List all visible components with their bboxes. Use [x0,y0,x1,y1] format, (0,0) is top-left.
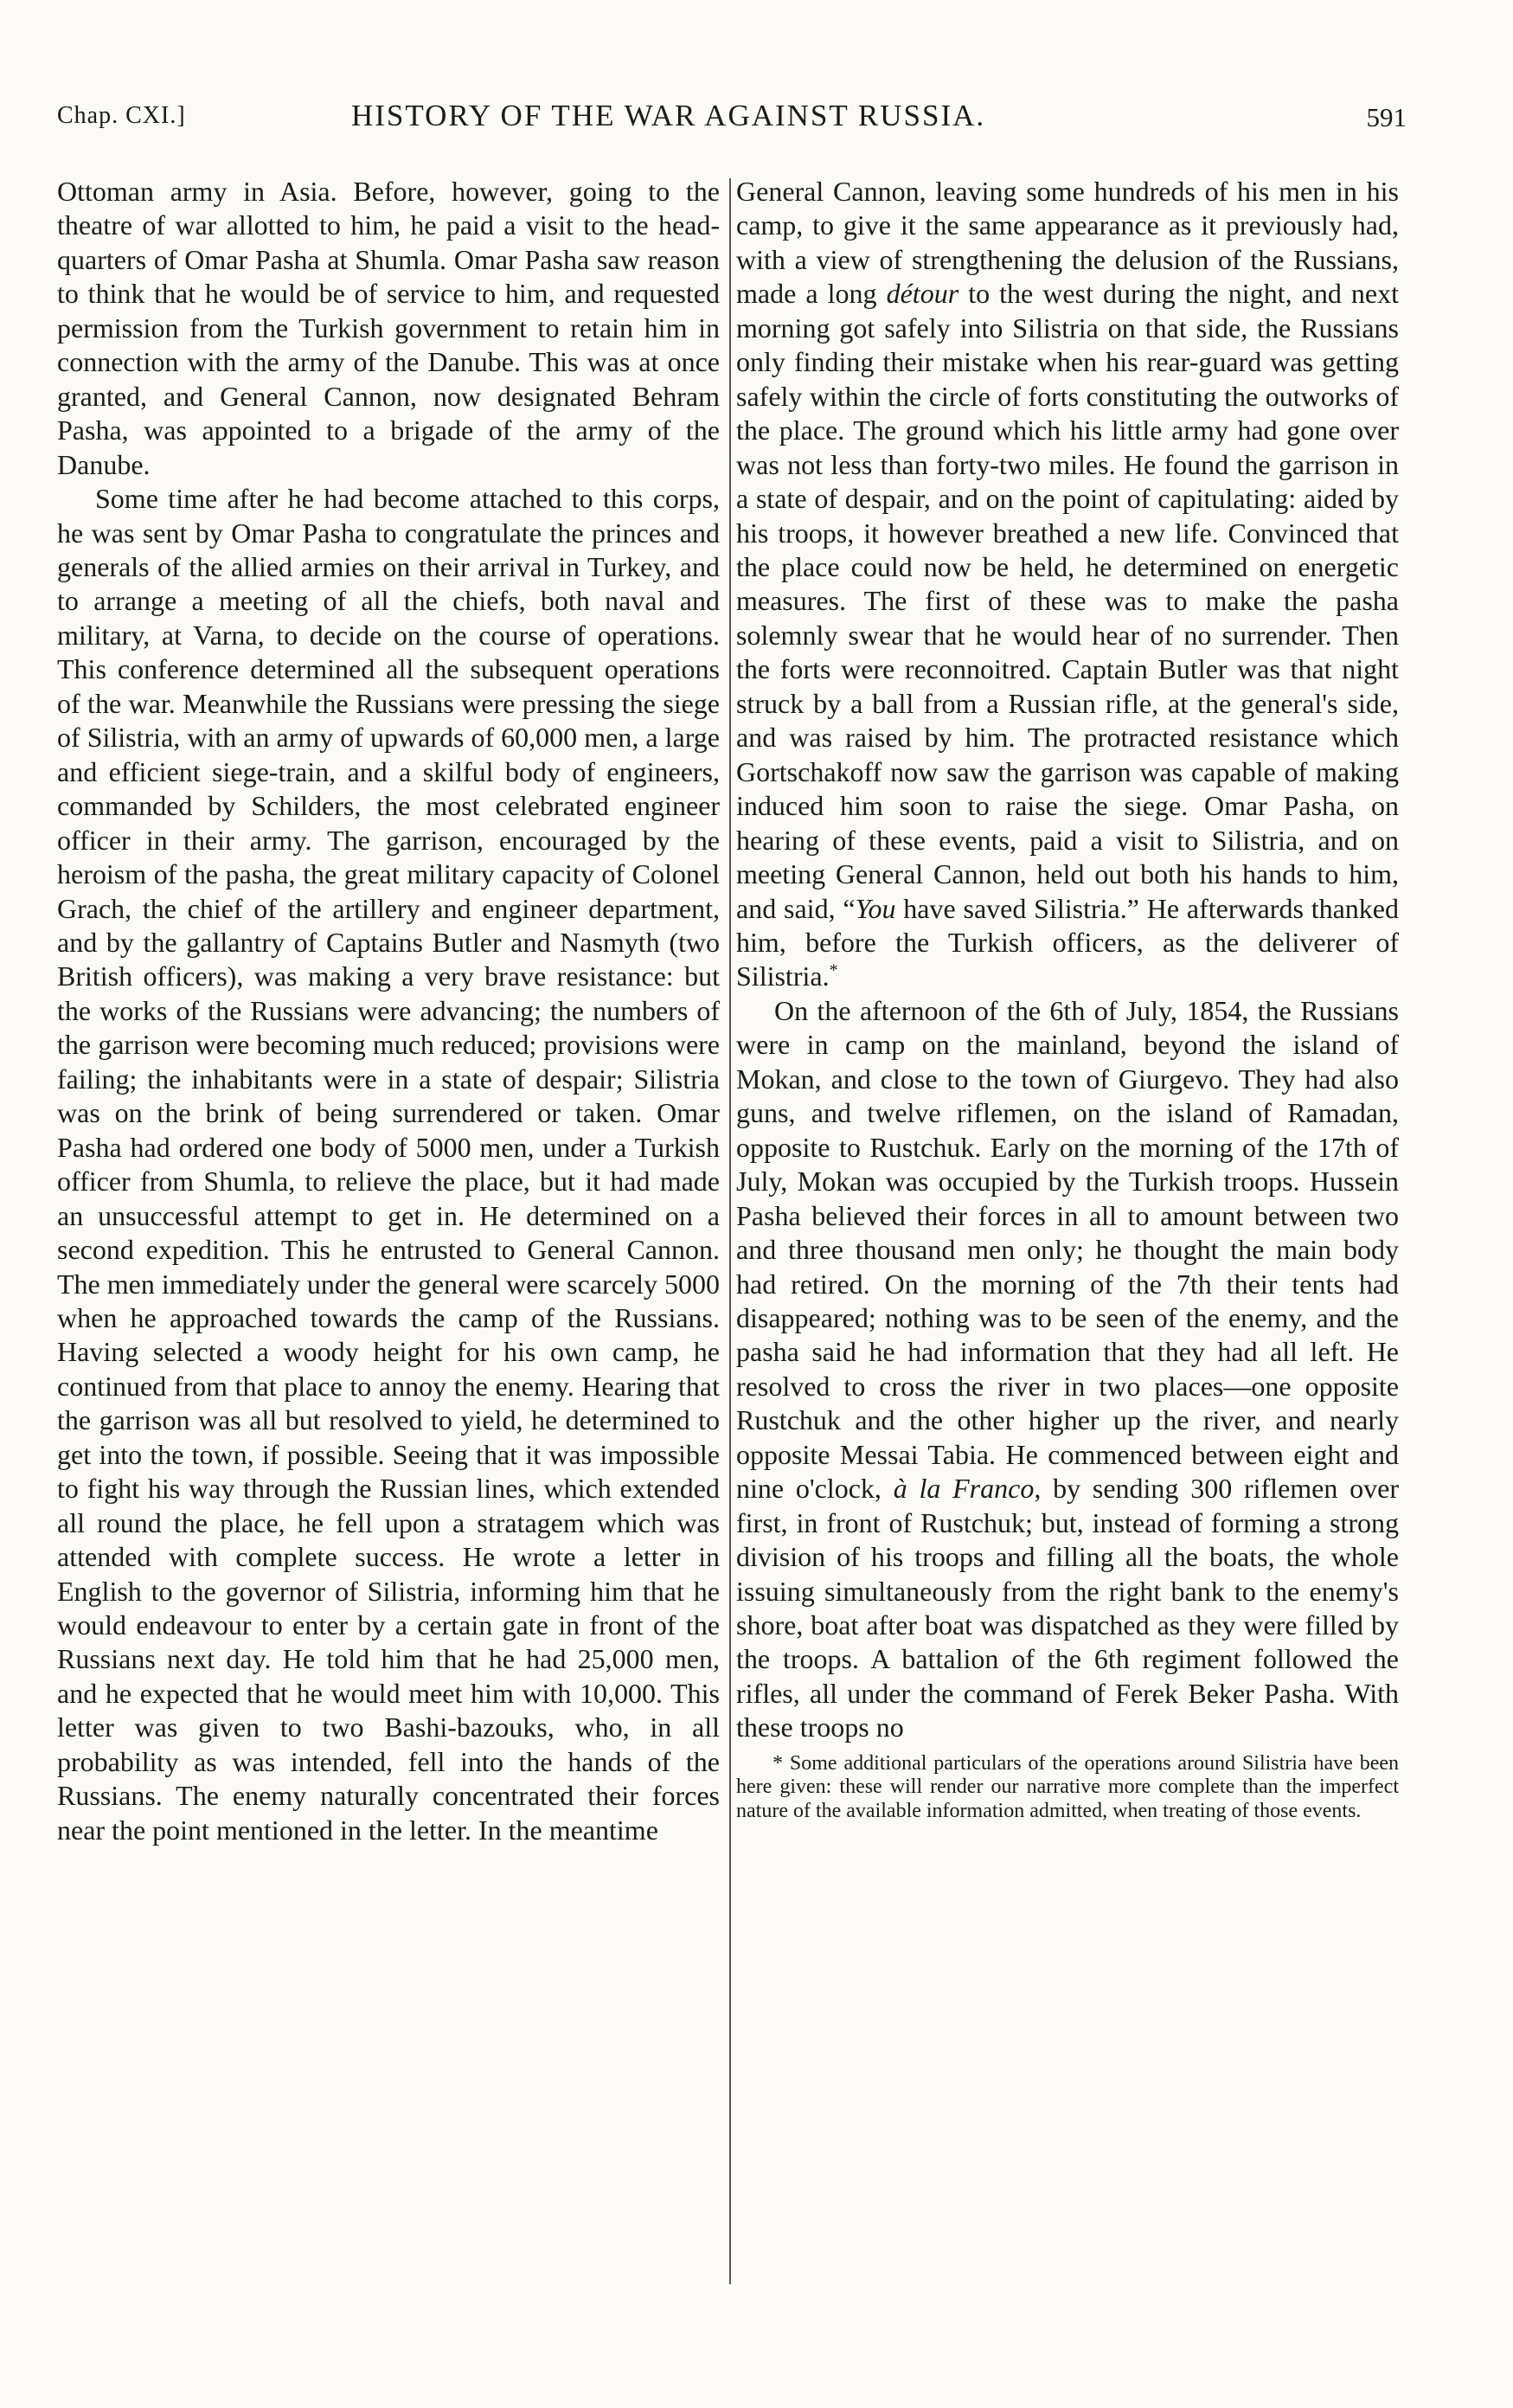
text-run: to the west during the night, and next morning got safely into Silistria on that side, the Russians only finding their mistake when his rear-guard was getting safely within the circle of forts constituting the outworks of the place. The ground which his little army had gone over was not less than forty-two miles. He found the garrison in a state of despair, and on the point of capitulating: aided by his troops, it however breathed a new life. Convinced that the place could now be held, he determined on energetic measures. The first of these was to make the pasha solemnly swear that he would hear of no surrender. Then the forts were reconnoitred. Captain Butler was that night struck by a ball from a Russian rifle, at the general's side, and was raised by him. The protracted resistance which Gortschakoff now saw the garrison was capable of making induced him soon to raise the siege. Omar Pasha, on hearing of these events, paid a visit to Silistria, and on meeting General Cannon, held out both his hands to him, and said, “ [736,278,1400,924]
text-run: On the afternoon of the 6th of July, 1854, the Russians were in camp on the mainland, beyond the island of Mokan, and close to the town of Giurgevo. They had also guns, and twelve riflemen, on the island of Ramadan, opposite to Rustchuk. Early on the morning of the 17th of July, Mokan was occupied by the Turkish troops. Hussein Pasha believed their forces in all to amount between two and three thousand men only; he thought the main body had retired. On the morning of the 7th their tents had disappeared; nothing was to be seen of the enemy, and the pasha said he had information that they had all left. He resolved to cross the river in two places—one opposite Rustchuk and the other higher up the river, and nearly opposite Messai Tabia. He commenced between eight and nine o'clock, [736,994,1399,1505]
italic-phrase: à la Franco [893,1473,1035,1505]
running-head [57,99,1407,147]
chapter-label: Chap. CXI.] [57,102,186,129]
paragraph: Ottoman army in Asia. Before, however, going to the theatre of war allotted to him, he paid a visit to the head-quarters of Omar Pasha at Shumla. Omar Pasha saw reason to think that he would be of service to him, and requested permission from the Turkish government to retain him in connection with the army of the Danube. This was at once granted, and General Cannon, now designated Behram Pasha, was appointed to a brigade of the army of the Danube. [57,176,720,480]
footnote-marker: * [829,960,838,980]
text-run: , by sending 300 riflemen over first, in front of Rustchuk; but, instead of forming a strong division of his troops and filling all the boats, the whole issuing simultaneously from the right bank to the enemy's shore, boat after boat was dispatched as they were filled by the troops. A battalion of the 6th regiment followed the rifles, all under the command of Ferek Beker Pasha. With these troops no [736,1473,1400,1743]
page-number: 591 [1366,102,1407,132]
left-column [57,175,720,1847]
running-title: HISTORY OF THE WAR AGAINST RUSSIA. [351,99,986,132]
paragraph: Some time after he had become attached to this corps, he was sent by Omar Pasha to congratulate the princes and generals of the allied armies on their arrival in Turkey, and to arrange a meeting of all the chiefs, both naval and military, at Varna, to decide on the course of operations. This conference determined all the subsequent operations of the war. Meanwhile the Russians were pressing the siege of Silistria, with an army of upwards of 60,000 men, a large and efficient siege-train, and a skilful body of engineers, commanded by Schilders, the most celebrated engineer officer in their army. The garrison, encouraged by the heroism of the pasha, the great military capacity of Colonel Grach, the chief of the artillery and engineer department, and by the gallantry of Captains Butler and Nasmyth (two British officers), was making a very brave resistance: but the works of the Russians were advancing; the numbers of the garrison were becoming much reduced; provisions were failing; the inhabitants were in a state of despair; Silistria was on the brink of being surrendered or taken. Omar Pasha had ordered one body of 5000 men, under a Turkish officer from Shumla, to relieve the place, but it had made an unsuccessful attempt to get in. He determined on a second expedition. This he entrusted to General Cannon. The men immediately under the general were scarcely 5000 when he approached towards the camp of the Russians. Having selected a woody height for his own camp, he continued from that place to annoy the enemy. Hearing that the garrison was all but resolved to yield, he determined to get into the town, if possible. Seeing that it was impossible to fight his way through the Russian lines, which extended all round the place, he fell upon a stratagem which was attended with complete success. He wrote a letter in English to the governor of Silistria, informing him that he would endeavour to enter by a certain gate in front of the Russians next day. He told him that he had 25,000 men, and he expected that he would meet him with 10,000. This letter was given to two Bashi-bazouks, who, in all probability as was intended, fell into the hands of the Russians. The enemy naturally concentrated their forces near the point mentioned in the letter. In the meantime [57,483,720,1846]
text-run: General Cannon, leaving some hundreds of his men in his camp, to give it the same appearance as it previously had, with a view of strengthening the delusion of the Russians, made a long [736,176,1399,310]
right-column [736,175,1399,1844]
paragraph [736,175,1399,994]
footnote: * Some additional particulars of the operations around Silistria have been here given: these will render our narrative more complete than the imperfect nature of the available information admitted, when treating of those events. [736,1751,1399,1822]
column-divider [729,178,731,2284]
italic-word: détour [886,278,959,310]
paragraph [736,994,1399,1745]
italic-word: You [855,892,896,924]
text-run: have saved Silistria.” He afterwards thanked him, before the Turkish officers, as the deliverer of Silistria. [736,892,1400,992]
